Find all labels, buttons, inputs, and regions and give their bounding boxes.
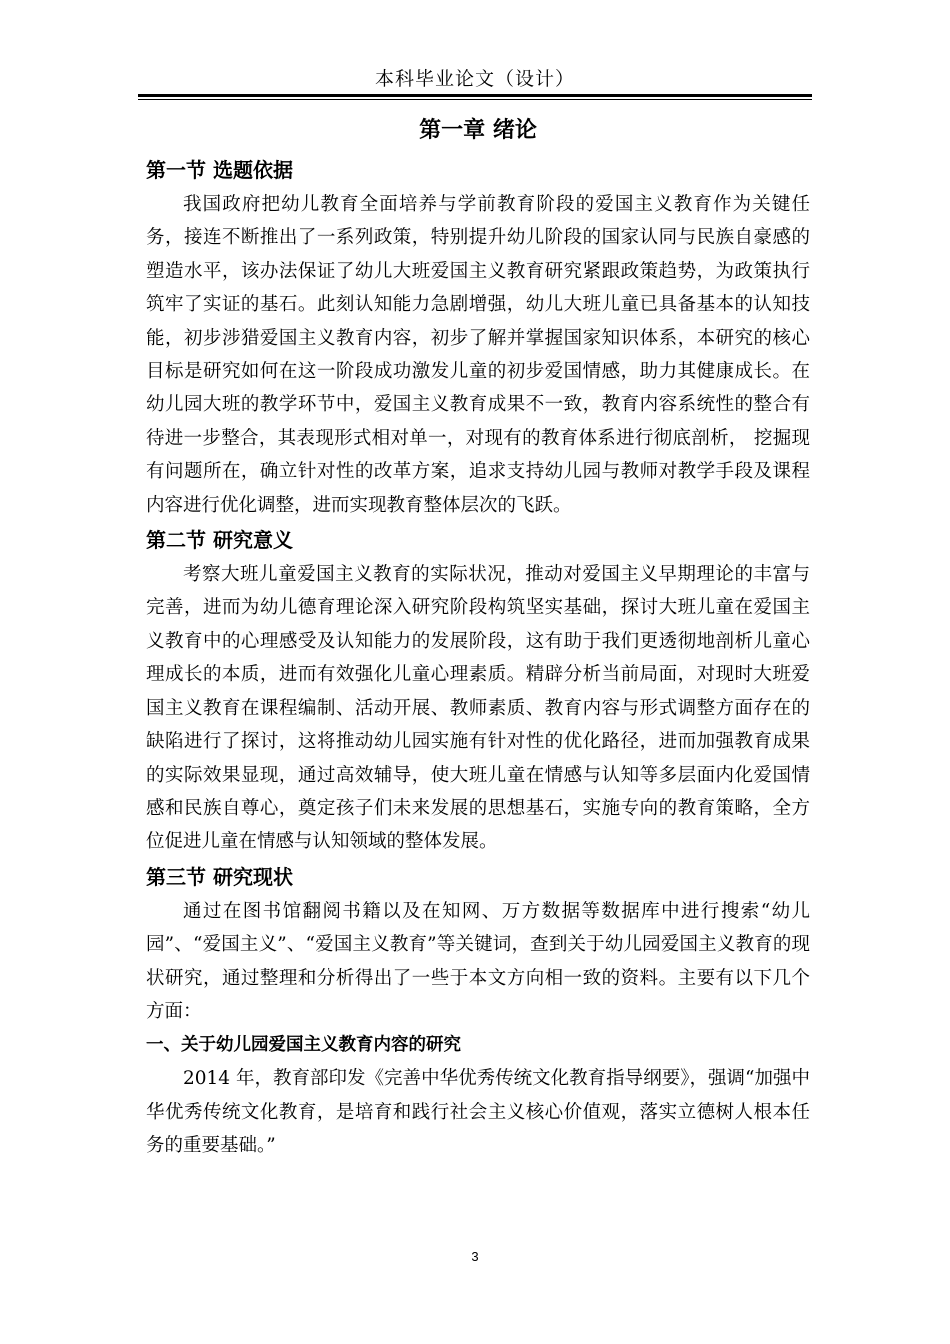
subsection-paragraph: 2014 年，教育部印发《完善中华优秀传统文化教育指导纲要》，强调“加强中华优秀传统文化教育，是培育和践行社会主义核心价值观，落实立德树人根本任务的重要基础。” [146, 1068, 810, 1157]
section-title-basis: 第一节 选题依据 [146, 158, 293, 182]
document-body [146, 112, 810, 1163]
page-number: 3 [471, 1249, 479, 1264]
section-title-significance: 第二节 研究意义 [146, 528, 293, 553]
section-paragraph-status: 通过在图书馆翻阅书籍以及在知网、万方数据等数据库中进行搜索“幼儿园”、“爱国主义”、“爱国主义教育”等关键词，查到关于幼儿园爱国主义教育的现状研究，通过整理和分析得出了一些于本文方向相一致的资料。主要有以下几个方面： [146, 900, 810, 1022]
section-paragraph-basis: 我国政府把幼儿教育全面培养与学前教育阶段的爱国主义教育作为关键任务，接连不断推出了一系列政策，特别提升幼儿阶段的国家认同与民族自豪感的塑造水平，该办法保证了幼儿大班爱国主义教育研究紧跟政策趋势，为政策执行筑牢了实证的基石。此刻认知能力急剧增强，幼儿大班儿童已具备基本的认知技能，初步涉猎爱国主义教育内容，初步了解并掌握国家知识体系，本研究的核心目标是研究如何在这一阶段成功激发儿童的初步爱国情感，助力其健康成长。在幼儿园大班的教学环节中，爱国主义教育成果不一致，教育内容系统性的整合有待进一步整合，其表现形式相对单一，对现有的教育体系进行彻底剖析， 挖掘现有问题所在，确立针对性的改革方案，追求支持幼儿园与教师对教学手段及课程内容进行优化调整，进而实现教育整体层次的飞跃。 [146, 194, 810, 516]
subsection-title: 一、关于幼儿园爱国主义教育内容的研究 [146, 1035, 461, 1056]
section-title-status: 第三节 研究现状 [146, 864, 293, 889]
page-header-title: 本科毕业论文（设计） [374, 68, 575, 90]
section-paragraph-significance: 考察大班儿童爱国主义教育的实际状况，推动对爱国主义早期理论的丰富与完善，进而为幼儿德育理论深入研究阶段构筑坚实基础，探讨大班儿童在爱国主义教育中的心理感受及认知能力的发展阶段，这有助于我们更透彻地剖析儿童心理成长的本质，进而有效强化儿童心理素质。精辟分析当前局面，对现时大班爱国主义教育在课程编制、活动开展、教师素质、教育内容与形式调整方面存在的缺陷进行了探讨，这将推动幼儿园实施有针对性的优化路径，进而加强教育成果的实际效果显现，通过高效辅导，使大班儿童在情感与认知等多层面内化爱国情感和民族自尊心，奠定孩子们未来发展的思想基石，实施专向的教育策略，全方位促进儿童在情感与认知领域的整体发展。 [146, 564, 810, 853]
chapter-title: 第一章 绪论 [419, 118, 537, 143]
header-rule-thin [138, 99, 812, 100]
header-rule-thick [138, 94, 812, 97]
